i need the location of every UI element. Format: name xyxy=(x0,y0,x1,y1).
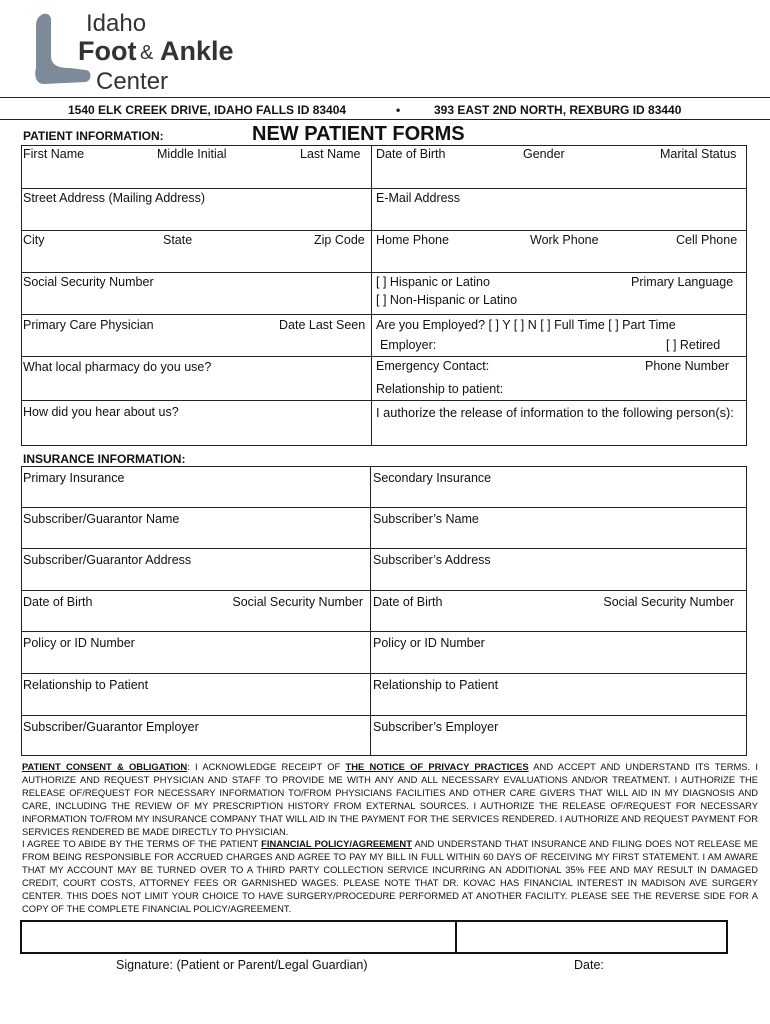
consent-text-4: AND UNDERSTAND THAT INSURANCE AND FILING DOES NOT RELEASE ME FROM BEING RESPONSIBLE FOR ACCRUED CHARGES AND AGREE TO PAY MY BILL IN FULL WITHIN 60 DAYS OF RECEIVING MY FIRST STATEMENT. I AM AWARE THAT MY ACCOUNT MAY BE TURNED OVER TO A THIRD PARTY COLLECTION SERVICE INCURRING AN ADDITIONAL 35% FEE AND MAY RESULT IN DAMAGED CREDIT, COURT COSTS, ATTORNEY FEES OR GARNISHED WAGES. PLEASE NOTE THAT DR. KOVAC HAS FINANCIAL INTEREST IN MADISON AVE SURGERY CENTER. THIS DOES NOT LIMIT YOUR CHOICE TO HAVE SURGERY/PROCEDURE PERFORMED AT ANOTHER FACILITY. PLEASE SEE THE REVERSE SIDE FOR A COPY OF THE COMPLETE FINANCIAL POLICY/AGREEMENT. xyxy=(22,838,758,914)
insurance-left-label: Subscriber/Guarantor Address xyxy=(23,553,192,567)
hear-about-label: How did you hear about us? xyxy=(23,405,179,419)
consent-text-2: AND ACCEPT AND UNDERSTAND ITS TERMS. I AUTHORIZE AND REQUEST PHYSICIAN AND STAFF TO PROVIDE ME WITH ANY AND ALL NECESSARY EVALUATIONS AND/OR TREATMENT. I AUTHORIZE THE RELEASE OF/REQUEST FOR NECESSARY INFORMATION TO/FROM PHYSICIANS FACILITIES AND OTHER CARE GIVERS THAT WILL AID IN MY DIAGNOSIS AND CARE, INCLUDING THE REVIEW OF MY PRESCRIPTION HISTORY FROM EXTERNAL SOURCES. I AUTHORIZE THE RELEASE OF/REQUEST FOR NECESSARY INFORMATION TO/FROM MY INSURANCE COMPANY THAT WILL AID IN THE PAYMENT FOR THE SERVICES RENDERED. I AUTHORIZE AND REQUEST PAYMENT FOR SERVICES RENDERED BE MADE DIRECTLY TO PHYSICIAN. xyxy=(22,761,758,837)
insurance-left-label: Subscriber/Guarantor Name xyxy=(23,512,180,526)
marital-label: Marital Status xyxy=(660,147,737,161)
date-box[interactable] xyxy=(455,920,728,954)
insurance-right-secondary-label: Social Security Number xyxy=(603,595,734,609)
pcp-label: Primary Care Physician xyxy=(23,318,154,332)
ssn-label: Social Security Number xyxy=(23,275,154,289)
date-last-seen-label: Date Last Seen xyxy=(279,318,366,332)
consent-heading: PATIENT CONSENT & OBLIGATION xyxy=(22,761,188,772)
insurance-right-label: Secondary Insurance xyxy=(373,471,492,485)
logo-line-foot: Foot xyxy=(78,36,137,66)
insurance-heading: INSURANCE INFORMATION: xyxy=(23,452,186,466)
pharmacy-label: What local pharmacy do you use? xyxy=(23,360,212,374)
retired-checkbox[interactable]: [ ] Retired xyxy=(666,338,721,352)
insurance-right-label: Subscriber’s Employer xyxy=(373,720,499,734)
insurance-right-label: Subscriber’s Name xyxy=(373,512,479,526)
insurance-left-secondary-label: Social Security Number xyxy=(232,595,363,609)
page-title: NEW PATIENT FORMS xyxy=(252,123,465,145)
patient-info-heading: PATIENT INFORMATION: xyxy=(23,129,164,143)
insurance-right-label: Subscriber’s Address xyxy=(373,553,491,567)
street-label: Street Address (Mailing Address) xyxy=(23,191,206,205)
first-name-label: First Name xyxy=(23,147,85,161)
logo-amp: & xyxy=(140,42,154,64)
email-label: E-Mail Address xyxy=(376,191,461,205)
address-rule xyxy=(0,119,770,120)
work-phone-label: Work Phone xyxy=(530,233,599,247)
address-rexburg: 393 EAST 2ND NORTH, REXBURG ID 83440 xyxy=(434,103,682,117)
header-rule xyxy=(0,97,770,98)
address-bullet: • xyxy=(396,103,401,117)
state-label: State xyxy=(163,233,193,247)
consent-text-3: I AGREE TO ABIDE BY THE TERMS OF THE PATIENT xyxy=(22,838,262,850)
insurance-left-label: Date of Birth xyxy=(23,595,93,609)
insurance-left-label: Subscriber/Guarantor Employer xyxy=(23,720,199,734)
cell-phone-label: Cell Phone xyxy=(676,233,738,247)
nonhispanic-checkbox[interactable]: [ ] Non-Hispanic or Latino xyxy=(376,293,518,307)
insurance-left-label: Primary Insurance xyxy=(23,471,125,485)
dob-label: Date of Birth xyxy=(376,147,446,161)
logo-line-ankle: Ankle xyxy=(160,36,234,66)
date-label: Date: xyxy=(574,958,604,972)
employer-label: Employer: xyxy=(380,338,437,352)
middle-initial-label: Middle Initial xyxy=(157,147,227,161)
privacy-notice-link: THE NOTICE OF PRIVACY PRACTICES xyxy=(345,761,529,772)
last-name-label: Last Name xyxy=(300,147,361,161)
insurance-right-label: Relationship to Patient xyxy=(373,678,499,692)
financial-policy-link: FINANCIAL POLICY/AGREEMENT xyxy=(261,838,412,850)
phone-number-label: Phone Number xyxy=(645,359,730,373)
home-phone-label: Home Phone xyxy=(376,233,449,247)
logo xyxy=(30,10,250,96)
employed-checkboxes[interactable]: Are you Employed? [ ] Y [ ] N [ ] Full Time [ ] Part Time xyxy=(376,318,676,332)
hispanic-checkbox[interactable]: [ ] Hispanic or Latino xyxy=(376,275,490,289)
address-idaho-falls: 1540 ELK CREEK DRIVE, IDAHO FALLS ID 83404 xyxy=(68,103,347,117)
consent-text xyxy=(22,761,758,916)
signature-box[interactable] xyxy=(20,920,457,954)
insurance-right-label: Policy or ID Number xyxy=(373,636,485,650)
insurance-left-label: Policy or ID Number xyxy=(23,636,135,650)
emergency-label: Emergency Contact: xyxy=(376,359,490,373)
zip-label: Zip Code xyxy=(314,233,365,247)
relationship-label: Relationship to patient: xyxy=(376,382,504,396)
consent-text-1: : I ACKNOWLEDGE RECEIPT OF xyxy=(187,761,346,772)
gender-label: Gender xyxy=(523,147,565,161)
insurance-right-label: Date of Birth xyxy=(373,595,443,609)
signature-label: Signature: (Patient or Parent/Legal Guardian) xyxy=(116,958,368,972)
insurance-left-label: Relationship to Patient xyxy=(23,678,149,692)
primary-language-label: Primary Language xyxy=(631,275,734,289)
authorize-label: I authorize the release of information to the following person(s): xyxy=(376,405,734,420)
city-label: City xyxy=(23,233,45,247)
logo-line-center: Center xyxy=(96,68,169,95)
logo-line-idaho: Idaho xyxy=(86,10,147,37)
